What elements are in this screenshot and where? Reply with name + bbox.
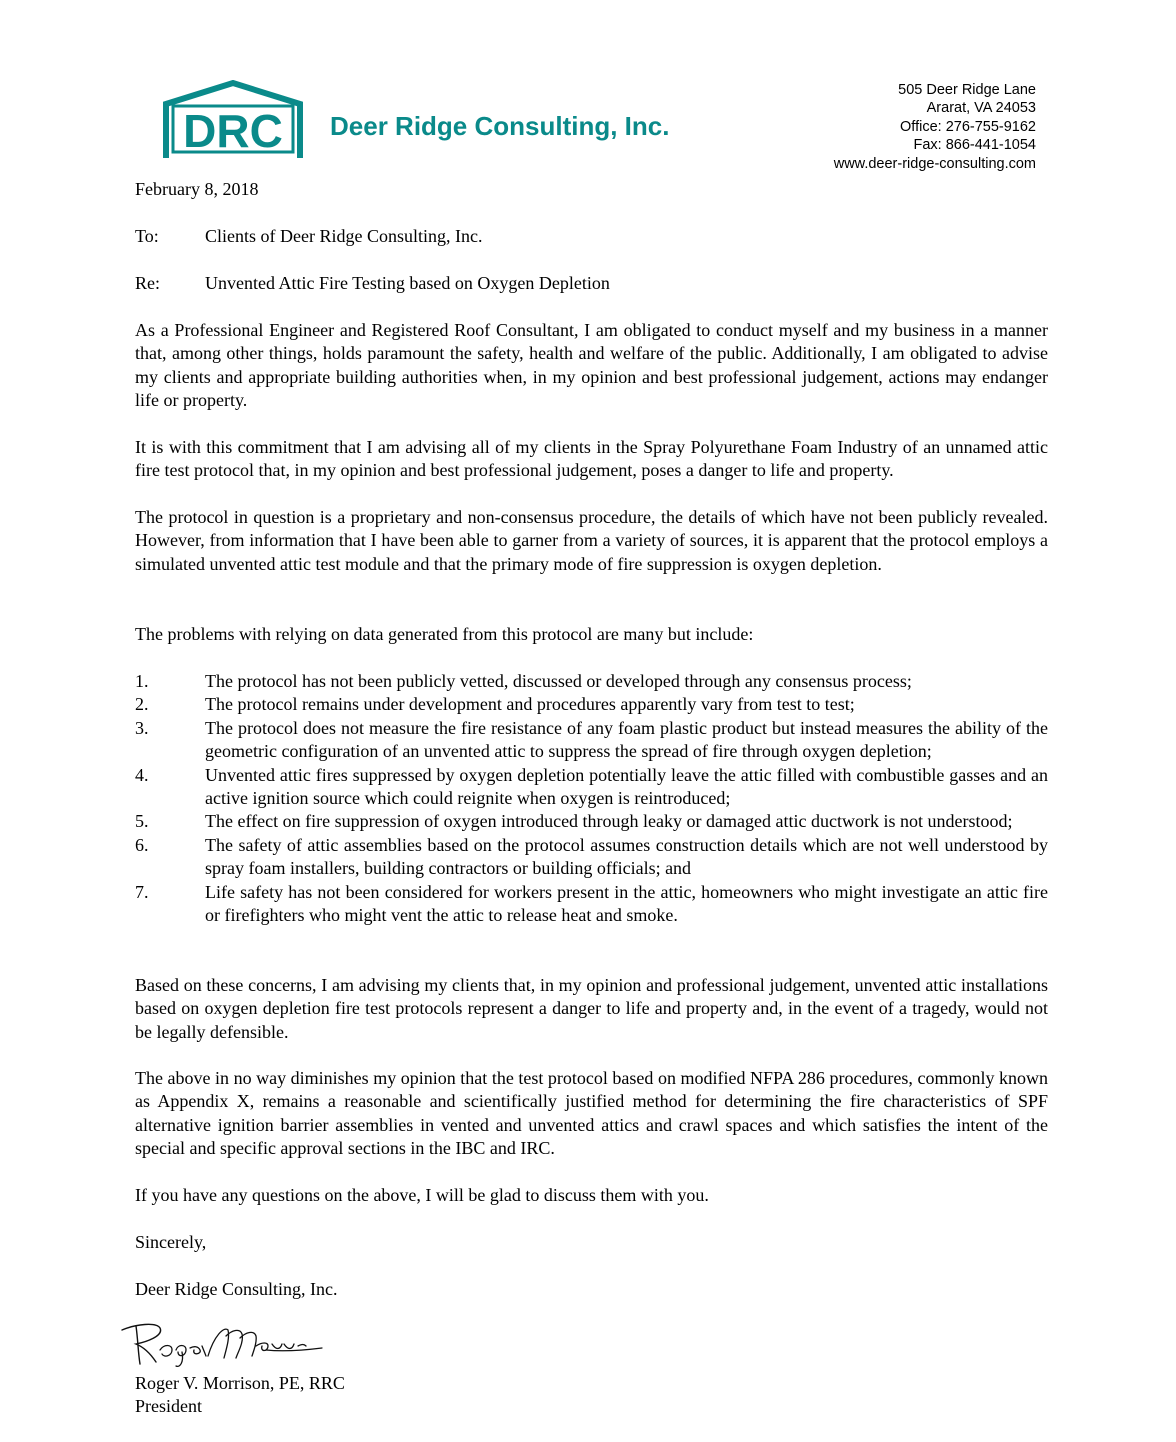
address-office-phone: Office: 276-755-9162 bbox=[900, 118, 1036, 135]
to-value: Clients of Deer Ridge Consulting, Inc. bbox=[205, 226, 483, 246]
list-item-number: 7. bbox=[135, 881, 149, 902]
list-item-number: 4. bbox=[135, 764, 149, 785]
signer-title: President bbox=[135, 1396, 202, 1416]
list-item-text: Unvented attic fires suppressed by oxygen depletion potentially leave the attic filled with combustible gasses and an active ignition source which could reignite when oxygen is reintroduced; bbox=[205, 764, 1048, 809]
logo-text: DRC bbox=[183, 105, 283, 157]
paragraph-commitment: It is with this commitment that I am advising all of my clients in the Spray Polyurethane Foam Industry of an unnamed attic fire test protocol that, in my opinion and best professional judgement, poses a danger to life and property. bbox=[135, 437, 1048, 481]
paragraph-questions: If you have any questions on the above, I will be glad to discuss them with you. bbox=[135, 1185, 709, 1205]
list-item-number: 3. bbox=[135, 717, 149, 738]
list-item bbox=[135, 717, 1048, 764]
drc-logo bbox=[162, 80, 304, 160]
paragraph-protocol: The protocol in question is a proprietary and non-consensus procedure, the details of which have not been publicly revealed. However, from information that I have been able to garner from a variety of sources, it is apparent that the protocol employs a simulated unvented attic test module and that the primary mode of fire suppression is oxygen depletion. bbox=[135, 507, 1048, 574]
paragraph-concerns: Based on these concerns, I am advising my clients that, in my opinion and professional judgement, unvented attic installations based on oxygen depletion fire test protocols represent a danger to life and property and, in the event of a tragedy, would not be legally defensible. bbox=[135, 975, 1048, 1042]
handwritten-signature bbox=[116, 1316, 328, 1368]
list-item-text: The effect on fire suppression of oxygen introduced through leaky or damaged attic ductwork is not understood; bbox=[205, 811, 1013, 832]
list-item-number: 5. bbox=[135, 811, 149, 832]
list-item-text: The protocol remains under development and procedures apparently vary from test to test; bbox=[205, 694, 855, 715]
address-street: 505 Deer Ridge Lane bbox=[898, 82, 1036, 98]
address-website: www.deer-ridge-consulting.com bbox=[833, 155, 1036, 172]
list-item-number: 6. bbox=[135, 834, 149, 855]
list-item-text: The safety of attic assemblies based on the protocol assumes construction details which are not well understood by spray foam installers, building contractors or building officials; and bbox=[205, 834, 1048, 879]
list-item-text: Life safety has not been considered for workers present in the attic, homeowners who might investigate an attic fire or firefighters who might vent the attic to release heat and smoke. bbox=[205, 881, 1048, 926]
paragraph-appendix-x: The above in no way diminishes my opinion that the test protocol based on modified NFPA 286 procedures, commonly known as Appendix X, remains a reasonable and scientifically justified method for determining the fire characteristics of SPF alternative ignition barrier assemblies in vented and unvented attics and crawl spaces and which satisfies the intent of the special and specific approval sections in the IBC and IRC. bbox=[135, 1068, 1048, 1159]
list-item-text: The protocol does not measure the fire resistance of any foam plastic product but instead measures the ability of the geometric configuration of an unvented attic to suppress the spread of fire through oxygen depletion; bbox=[205, 717, 1048, 762]
list-item bbox=[135, 881, 1048, 928]
list-item bbox=[135, 670, 1048, 693]
list-item bbox=[135, 810, 1048, 833]
re-value: Unvented Attic Fire Testing based on Oxygen Depletion bbox=[205, 273, 610, 293]
list-item bbox=[135, 764, 1048, 811]
to-label: To: bbox=[135, 226, 159, 246]
signoff-company: Deer Ridge Consulting, Inc. bbox=[135, 1279, 338, 1299]
list-item-number: 1. bbox=[135, 671, 149, 691]
list-item-text: The protocol has not been publicly vetted, discussed or developed through any consensus process; bbox=[205, 671, 912, 691]
paragraph-problems-intro: The problems with relying on data generated from this protocol are many but include: bbox=[135, 624, 754, 644]
company-address bbox=[834, 81, 1036, 173]
list-item bbox=[135, 834, 1048, 881]
problems-list bbox=[135, 670, 1048, 927]
address-fax: Fax: 866-441-1054 bbox=[913, 137, 1036, 154]
salutation: Sincerely, bbox=[135, 1232, 207, 1252]
letter-date: February 8, 2018 bbox=[135, 179, 259, 199]
address-city: Ararat, VA 24053 bbox=[926, 100, 1036, 117]
company-name: Deer Ridge Consulting, Inc. bbox=[330, 111, 670, 141]
paragraph-obligation: As a Professional Engineer and Registered Roof Consultant, I am obligated to conduct myself and my business in a manner that, among other things, holds paramount the safety, health and welfare of the public. Additionally, I am obligated to advise my clients and appropriate building authorities when, in my opinion and best professional judgement, actions may endanger life or property. bbox=[135, 320, 1048, 411]
list-item-number: 2. bbox=[135, 694, 149, 715]
re-label: Re: bbox=[135, 273, 160, 293]
list-item bbox=[135, 693, 1048, 716]
signer-name: Roger V. Morrison, PE, RRC bbox=[135, 1373, 345, 1393]
